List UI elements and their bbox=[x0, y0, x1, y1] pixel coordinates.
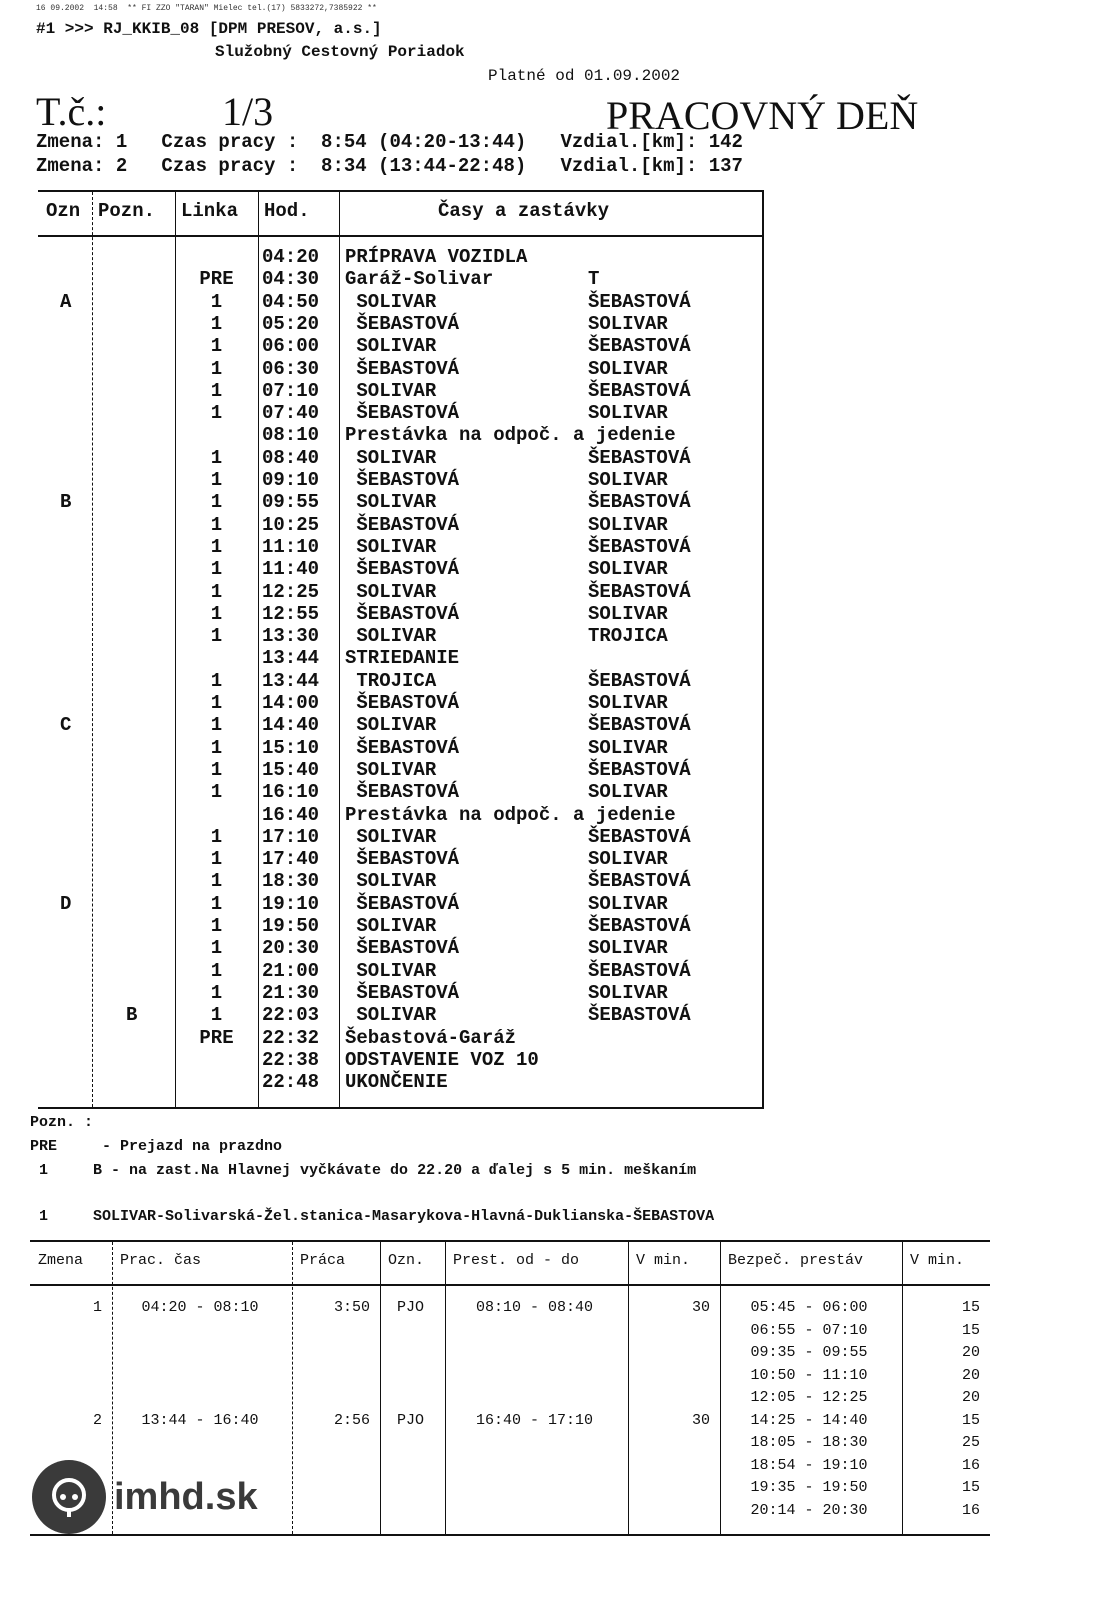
break-cell: 06:55 - 07:10 bbox=[750, 1321, 868, 1339]
break-cell: 15 bbox=[961, 1479, 980, 1496]
column-header-linka: Linka bbox=[181, 200, 239, 222]
table-row bbox=[38, 982, 762, 1004]
cell-from-stop: ŠEBASTOVÁ bbox=[345, 892, 460, 915]
cell-time: 20:30 bbox=[262, 937, 320, 960]
cell-ozn: A bbox=[60, 290, 72, 313]
cell-time: 11:10 bbox=[262, 535, 320, 558]
cell-from-stop: ŠEBASTOVÁ bbox=[345, 558, 460, 581]
table-row bbox=[38, 804, 762, 826]
table-row bbox=[38, 759, 762, 781]
cell-linka: 1 bbox=[210, 379, 223, 402]
table-row bbox=[30, 1297, 990, 1319]
table-row bbox=[38, 291, 762, 313]
cell-linka: 1 bbox=[210, 469, 223, 491]
cell-to-stop: SOLIVAR bbox=[588, 692, 668, 714]
cell-linka: 1 bbox=[210, 402, 223, 425]
table-row bbox=[30, 1320, 990, 1342]
cell-linka: 1 bbox=[210, 714, 223, 737]
cell-linka: 1 bbox=[210, 981, 223, 1004]
break-cell: 05:45 - 06:00 bbox=[750, 1299, 868, 1316]
cell-to-stop: ŠEBASTOVÁ bbox=[588, 825, 691, 848]
cell-time: 22:48 bbox=[262, 1071, 320, 1094]
cell-to-stop: ŠEBASTOVÁ bbox=[588, 379, 691, 402]
column-header-hod: Hod. bbox=[264, 200, 310, 222]
cell-to-stop: ŠEBASTOVÁ bbox=[588, 491, 691, 514]
cell-from-stop: SOLIVAR bbox=[345, 446, 437, 469]
cell-time: 14:40 bbox=[262, 714, 320, 737]
cell-from-stop: Garáž-Solivar bbox=[345, 268, 494, 291]
cell-to-stop: ŠEBASTOVÁ bbox=[588, 758, 691, 781]
header-v-min-2: V min. bbox=[910, 1252, 965, 1269]
cell-time: 09:10 bbox=[262, 469, 320, 491]
cell-time: 17:40 bbox=[262, 848, 320, 871]
cell-linka: 1 bbox=[210, 736, 223, 759]
break-cell: 08:10 - 08:40 bbox=[475, 1299, 594, 1316]
imhd-logo bbox=[32, 1460, 258, 1534]
cell-to-stop: SOLIVAR bbox=[588, 513, 668, 536]
cell-time: 22:38 bbox=[262, 1048, 320, 1071]
break-cell: 18:05 - 18:30 bbox=[750, 1434, 868, 1451]
cell-linka: 1 bbox=[210, 558, 223, 581]
cell-to-stop: SOLIVAR bbox=[588, 357, 668, 380]
cell-from-stop: ŠEBASTOVÁ bbox=[345, 402, 460, 425]
cell-linka: PRE bbox=[199, 268, 234, 291]
cell-time: 21:00 bbox=[262, 959, 320, 982]
break-cell: 25 bbox=[961, 1434, 980, 1451]
cell-ozn: C bbox=[60, 714, 72, 737]
header-ozn: Ozn. bbox=[388, 1252, 425, 1269]
cell-time: 21:30 bbox=[262, 981, 320, 1004]
break-cell: 1 bbox=[92, 1299, 102, 1316]
cell-linka: 1 bbox=[210, 1004, 223, 1027]
cell-linka: 1 bbox=[210, 848, 223, 871]
cell-time: 11:40 bbox=[262, 558, 320, 581]
cell-pozn: B bbox=[126, 1004, 138, 1027]
cell-to-stop: SOLIVAR bbox=[588, 981, 668, 1004]
cell-from-stop: ODSTAVENIE VOZ 10 bbox=[345, 1048, 539, 1071]
cell-time: 12:55 bbox=[262, 602, 320, 625]
cell-linka: 1 bbox=[210, 491, 223, 514]
table-row bbox=[38, 714, 762, 736]
header-bezpec-prestav: Bezpeč. prestáv bbox=[728, 1252, 864, 1269]
cell-time: 07:10 bbox=[262, 379, 320, 402]
cell-to-stop: ŠEBASTOVÁ bbox=[588, 580, 691, 603]
cell-ozn: B bbox=[60, 491, 72, 514]
cell-linka: 1 bbox=[210, 781, 223, 804]
cell-from-stop: SOLIVAR bbox=[345, 491, 437, 514]
cell-time: 04:30 bbox=[262, 268, 320, 291]
table-row bbox=[38, 893, 762, 915]
break-cell: 20:14 - 20:30 bbox=[750, 1501, 868, 1519]
break-cell: 20 bbox=[961, 1389, 980, 1406]
cell-time: 15:40 bbox=[262, 758, 320, 781]
cell-from-stop: ŠEBASTOVÁ bbox=[345, 848, 460, 871]
table-row bbox=[38, 848, 762, 870]
cell-to-stop: ŠEBASTOVÁ bbox=[588, 959, 691, 982]
table-row bbox=[38, 447, 762, 469]
cell-linka: 1 bbox=[210, 625, 223, 648]
cell-time: 16:10 bbox=[262, 781, 320, 804]
cell-from-stop: SOLIVAR bbox=[345, 758, 437, 781]
route-description: 1 SOLIVAR-Solivarská-Žel.stanica-Masarykova-Hlavná-Duklianska-ŠEBASTOVA bbox=[30, 1208, 715, 1225]
cell-time: 12:25 bbox=[262, 580, 320, 603]
note-item: PRE - Prejazd na prazdno bbox=[30, 1138, 283, 1155]
table-row bbox=[38, 536, 762, 558]
header-separator bbox=[38, 235, 762, 237]
cell-from-stop: ŠEBASTOVÁ bbox=[345, 469, 460, 491]
cell-from-stop: ŠEBASTOVÁ bbox=[345, 602, 460, 625]
table-row bbox=[38, 558, 762, 580]
break-cell: 16 bbox=[961, 1456, 980, 1474]
cell-to-stop: SOLIVAR bbox=[588, 937, 668, 960]
cell-from-stop: SOLIVAR bbox=[345, 580, 437, 603]
cell-to-stop: SOLIVAR bbox=[588, 402, 668, 425]
cell-linka: 1 bbox=[210, 312, 223, 335]
break-cell: 13:44 - 16:40 bbox=[141, 1411, 259, 1429]
break-cell: 3:50 bbox=[333, 1299, 370, 1316]
cell-linka: 1 bbox=[210, 602, 223, 625]
cell-time: 22:32 bbox=[262, 1026, 320, 1049]
table-row bbox=[38, 781, 762, 803]
cell-from-stop: ŠEBASTOVÁ bbox=[345, 781, 460, 804]
cell-time: 18:30 bbox=[262, 870, 320, 893]
notes-title: Pozn. : bbox=[30, 1114, 94, 1131]
table-row bbox=[38, 670, 762, 692]
break-cell: 2:56 bbox=[333, 1411, 370, 1429]
cell-linka: 1 bbox=[210, 870, 223, 893]
cell-to-stop: ŠEBASTOVÁ bbox=[588, 714, 691, 737]
cell-from-stop: SOLIVAR bbox=[345, 535, 437, 558]
cell-time: 14:00 bbox=[262, 692, 320, 714]
valid-from: Platné od 01.09.2002 bbox=[488, 67, 681, 85]
cell-from-stop: SOLIVAR bbox=[345, 870, 437, 893]
table-row bbox=[38, 960, 762, 982]
table-row bbox=[38, 1049, 762, 1071]
break-cell: 30 bbox=[691, 1299, 710, 1316]
table-row bbox=[38, 1004, 762, 1026]
cell-from-stop: SOLIVAR bbox=[345, 290, 437, 313]
cell-from-stop: Prestávka na odpoč. a jedenie bbox=[345, 424, 676, 447]
cell-to-stop: SOLIVAR bbox=[588, 781, 668, 804]
cell-to-stop: SOLIVAR bbox=[588, 602, 668, 625]
cell-time: 10:25 bbox=[262, 513, 320, 536]
cell-time: 13:30 bbox=[262, 625, 320, 648]
table-row bbox=[38, 1071, 762, 1093]
table-row bbox=[38, 246, 762, 268]
table-row bbox=[30, 1410, 990, 1432]
cell-time: 07:40 bbox=[262, 402, 320, 425]
cell-linka: 1 bbox=[210, 937, 223, 960]
cell-to-stop: ŠEBASTOVÁ bbox=[588, 446, 691, 469]
break-cell: 15 bbox=[961, 1321, 980, 1339]
cell-time: 22:03 bbox=[262, 1004, 320, 1027]
header-prest: Prest. od - do bbox=[453, 1252, 580, 1269]
cell-linka: 1 bbox=[210, 692, 223, 714]
break-cell: 16:40 - 17:10 bbox=[475, 1411, 594, 1429]
table-row bbox=[38, 313, 762, 335]
cell-from-stop: SOLIVAR bbox=[345, 714, 437, 737]
cell-linka: 1 bbox=[210, 825, 223, 848]
break-cell: 19:35 - 19:50 bbox=[750, 1479, 868, 1496]
cell-from-stop: SOLIVAR bbox=[345, 625, 437, 648]
header-praca: Práca bbox=[300, 1252, 346, 1269]
table-row bbox=[38, 603, 762, 625]
cell-time: 13:44 bbox=[262, 669, 320, 692]
cell-to-stop: SOLIVAR bbox=[588, 848, 668, 871]
break-cell: 12:05 - 12:25 bbox=[750, 1389, 868, 1406]
table-row bbox=[38, 491, 762, 513]
cell-to-stop: SOLIVAR bbox=[588, 736, 668, 759]
cell-linka: 1 bbox=[210, 580, 223, 603]
break-cell: 20 bbox=[961, 1366, 980, 1384]
break-cell: 18:54 - 19:10 bbox=[750, 1456, 868, 1474]
cell-from-stop: UKONČENIE bbox=[345, 1071, 448, 1094]
cell-linka: 1 bbox=[210, 446, 223, 469]
cell-from-stop: SOLIVAR bbox=[345, 825, 437, 848]
fax-header-line: 16 09.2002 14:58 ** FI ZZO "TARAN" Mielec tel.(17) 5833272,7385922 ** bbox=[36, 4, 377, 13]
table-row bbox=[38, 937, 762, 959]
table-row bbox=[38, 737, 762, 759]
table-row bbox=[38, 335, 762, 357]
table-row bbox=[38, 692, 762, 714]
bus-pin-icon bbox=[32, 1460, 106, 1534]
table-row bbox=[38, 469, 762, 491]
cell-from-stop: ŠEBASTOVÁ bbox=[345, 692, 460, 714]
cell-time: 19:10 bbox=[262, 892, 320, 915]
cell-time: 08:10 bbox=[262, 424, 320, 447]
cell-linka: 1 bbox=[210, 915, 223, 937]
break-cell: 20 bbox=[961, 1344, 980, 1361]
cell-to-stop: ŠEBASTOVÁ bbox=[588, 535, 691, 558]
cell-linka: 1 bbox=[210, 959, 223, 982]
table-row bbox=[38, 380, 762, 402]
cell-time: 15:10 bbox=[262, 736, 320, 759]
break-cell: 14:25 - 14:40 bbox=[750, 1411, 868, 1429]
table-row bbox=[30, 1432, 990, 1454]
day-type: PRACOVNÝ DEŇ bbox=[606, 93, 919, 138]
break-cell: 09:35 - 09:55 bbox=[750, 1344, 868, 1361]
table-row bbox=[38, 647, 762, 669]
cell-time: 05:20 bbox=[262, 312, 320, 335]
cell-from-stop: SOLIVAR bbox=[345, 335, 437, 358]
table-row bbox=[38, 402, 762, 424]
header-prac-cas: Prac. čas bbox=[120, 1252, 202, 1269]
table-row bbox=[38, 1027, 762, 1049]
table-row bbox=[38, 625, 762, 647]
table-row bbox=[38, 514, 762, 536]
table-row bbox=[38, 268, 762, 290]
document-title: Služobný Cestovný Poriadok bbox=[215, 43, 465, 61]
column-header-pozn: Pozn. bbox=[98, 200, 156, 222]
cell-time: 04:20 bbox=[262, 246, 320, 268]
cell-to-stop: ŠEBASTOVÁ bbox=[588, 915, 691, 937]
cell-from-stop: TROJICA bbox=[345, 669, 437, 692]
cell-from-stop: ŠEBASTOVÁ bbox=[345, 357, 460, 380]
cell-linka: 1 bbox=[210, 290, 223, 313]
cell-time: 08:40 bbox=[262, 446, 320, 469]
cell-from-stop: ŠEBASTOVÁ bbox=[345, 513, 460, 536]
cell-from-stop: ŠEBASTOVÁ bbox=[345, 312, 460, 335]
tc-label: T.č.: bbox=[36, 89, 107, 134]
cell-from-stop: ŠEBASTOVÁ bbox=[345, 937, 460, 960]
cell-from-stop: Prestávka na odpoč. a jedenie bbox=[345, 803, 676, 826]
break-cell: 10:50 - 11:10 bbox=[750, 1366, 868, 1384]
break-cell: 30 bbox=[691, 1411, 710, 1429]
table-row bbox=[38, 358, 762, 380]
cell-ozn: D bbox=[60, 892, 72, 915]
table-row bbox=[38, 826, 762, 848]
cell-linka: 1 bbox=[210, 892, 223, 915]
cell-linka: 1 bbox=[210, 513, 223, 536]
cell-from-stop: STRIEDANIE bbox=[345, 647, 460, 670]
cell-linka: 1 bbox=[210, 357, 223, 380]
column-header-times-stops: Časy a zastávky bbox=[438, 200, 610, 222]
table-row bbox=[30, 1387, 990, 1409]
break-cell: 15 bbox=[961, 1299, 980, 1316]
cell-to-stop: SOLIVAR bbox=[588, 892, 668, 915]
cell-from-stop: PRÍPRAVA VOZIDLA bbox=[345, 246, 528, 268]
cell-to-stop: SOLIVAR bbox=[588, 469, 668, 491]
header-separator bbox=[30, 1284, 990, 1286]
table-row bbox=[38, 581, 762, 603]
cell-from-stop: ŠEBASTOVÁ bbox=[345, 981, 460, 1004]
table-row bbox=[38, 915, 762, 937]
cell-from-stop: SOLIVAR bbox=[345, 379, 437, 402]
header-zmena: Zmena bbox=[38, 1252, 84, 1269]
schedule-table bbox=[38, 190, 764, 1109]
shift-2-summary: Zmena: 2 Czas pracy : 8:34 (13:44-22:48) Vzdial.[km]: 137 bbox=[36, 155, 743, 177]
break-cell: PJO bbox=[396, 1299, 424, 1316]
table-row bbox=[38, 424, 762, 446]
cell-time: 16:40 bbox=[262, 803, 320, 826]
cell-to-stop: TROJICA bbox=[588, 625, 668, 648]
cell-from-stop: ŠEBASTOVÁ bbox=[345, 736, 460, 759]
header-v-min: V min. bbox=[636, 1252, 691, 1269]
cell-linka: PRE bbox=[199, 1026, 234, 1049]
note-item: 1 B - na zast.Na Hlavnej vyčkávate do 22.20 a ďalej s 5 min. meškaním bbox=[30, 1162, 697, 1179]
cell-to-stop: ŠEBASTOVÁ bbox=[588, 290, 691, 313]
break-cell: 15 bbox=[961, 1411, 980, 1429]
cell-to-stop: T bbox=[588, 268, 600, 291]
break-cell: 04:20 - 08:10 bbox=[141, 1299, 259, 1316]
cell-from-stop: SOLIVAR bbox=[345, 959, 437, 982]
cell-time: 09:55 bbox=[262, 491, 320, 514]
cell-time: 06:30 bbox=[262, 357, 320, 380]
break-cell: PJO bbox=[396, 1411, 424, 1429]
shift-1-summary: Zmena: 1 Czas pracy : 8:54 (04:20-13:44) Vzdial.[km]: 142 bbox=[36, 131, 743, 153]
logo-text: imhd.sk bbox=[114, 1475, 258, 1518]
cell-to-stop: ŠEBASTOVÁ bbox=[588, 870, 691, 893]
cell-to-stop: SOLIVAR bbox=[588, 558, 668, 581]
cell-linka: 1 bbox=[210, 758, 223, 781]
cell-to-stop: ŠEBASTOVÁ bbox=[588, 335, 691, 358]
column-header-ozn: Ozn bbox=[46, 200, 81, 222]
document-id-line: #1 >>> RJ_KKIB_08 [DPM PRESOV, a.s.] bbox=[36, 20, 382, 38]
table-row bbox=[38, 870, 762, 892]
cell-linka: 1 bbox=[210, 335, 223, 358]
cell-time: 17:10 bbox=[262, 825, 320, 848]
cell-time: 06:00 bbox=[262, 335, 320, 358]
cell-from-stop: SOLIVAR bbox=[345, 915, 437, 937]
table-row bbox=[30, 1342, 990, 1364]
cell-time: 13:44 bbox=[262, 647, 320, 670]
cell-to-stop: ŠEBASTOVÁ bbox=[588, 1004, 691, 1027]
table-row bbox=[30, 1365, 990, 1387]
cell-from-stop: Šebastová-Garáž bbox=[345, 1026, 517, 1049]
cell-linka: 1 bbox=[210, 669, 223, 692]
tc-value: 1/3 bbox=[222, 89, 274, 134]
break-cell: 2 bbox=[92, 1411, 102, 1429]
cell-time: 04:50 bbox=[262, 290, 320, 313]
break-cell: 16 bbox=[961, 1501, 980, 1519]
cell-time: 19:50 bbox=[262, 915, 320, 937]
cell-to-stop: SOLIVAR bbox=[588, 312, 668, 335]
cell-linka: 1 bbox=[210, 535, 223, 558]
cell-from-stop: SOLIVAR bbox=[345, 1004, 437, 1027]
cell-to-stop: ŠEBASTOVÁ bbox=[588, 669, 691, 692]
